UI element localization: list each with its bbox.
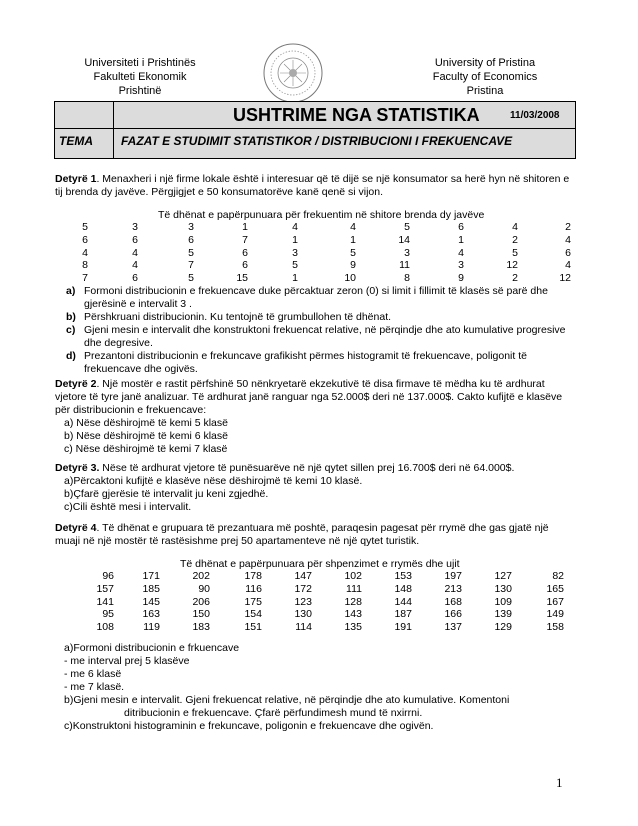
table-cell: 82 <box>552 570 564 582</box>
city-en: Pristina <box>466 85 504 97</box>
table-cell: 130 <box>494 582 512 595</box>
table-cell: 2 <box>565 221 571 233</box>
page-title: USHTRIME NGA STATISTIKA <box>233 105 480 125</box>
table-cell: 4 <box>565 233 571 246</box>
table-cell: 1 <box>242 221 248 233</box>
table-cell: 171 <box>142 570 160 582</box>
table-cell: 128 <box>344 595 362 608</box>
task-2-item-b: b) Nëse dëshirojmë të kemi 6 klasë <box>64 430 228 442</box>
table-row <box>64 596 564 609</box>
table-cell: 5 <box>404 221 410 233</box>
table-row <box>64 621 564 634</box>
table-cell: 157 <box>96 582 114 595</box>
table-cell: 114 <box>295 621 312 634</box>
table-row <box>64 608 564 621</box>
table-cell: 4 <box>350 221 356 233</box>
task-4-item-a2: - me 6 klasë <box>64 668 122 680</box>
table-cell: 8 <box>82 259 88 272</box>
table-cell: 3 <box>458 259 464 272</box>
table-cell: 202 <box>192 570 210 582</box>
task-1-text: . Menaxheri i një firme lokale është i interesuar që të dijë se një konsumator sa herë hyn në shitoren e tij brenda dy javëve. Përgjigjet e 50 konsumatorëve kanë qenë si vijon. <box>55 173 570 198</box>
table-cell: 168 <box>444 595 462 608</box>
task-3-item-b: b)Çfarë gjerësie të intervalit ju keni zgjedhë. <box>64 488 269 500</box>
table-cell: 11 <box>399 259 410 272</box>
task-2-item-a: a) Nëse dëshirojmë të kemi 5 klasë <box>64 417 228 429</box>
table-cell: 10 <box>344 272 356 285</box>
faculty-name-sq: Fakulteti Ekonomik <box>93 71 187 83</box>
table-row <box>64 234 571 247</box>
table-cell: 163 <box>142 608 160 621</box>
header-right <box>410 56 560 98</box>
table-cell: 148 <box>394 582 412 595</box>
table-cell: 4 <box>565 259 571 272</box>
table-cell: 6 <box>242 246 248 259</box>
tema-text: FAZAT E STUDIMIT STATISTIKOR / DISTRIBUCIONI I FREKUENCAVE <box>121 134 513 148</box>
table-cell: 3 <box>188 221 194 233</box>
table-cell: 1 <box>350 233 356 246</box>
table-row <box>64 259 571 272</box>
table-cell: 6 <box>132 233 138 246</box>
task-1-intro <box>55 173 575 199</box>
table-cell: 102 <box>344 570 362 582</box>
task-4-item-b: b)Gjeni mesin e intervalit. Gjeni frekuencat relative, në përqindje dhe ato kumulative. Komentoni <box>64 694 510 706</box>
date: 11/03/2008 <box>510 110 560 121</box>
table-cell: 4 <box>458 246 464 259</box>
task-4-item-c: c)Konstruktoni histograminin e frekuncave, poligonin e frekuencave dhe ogivën. <box>64 720 434 732</box>
table-cell: 9 <box>350 259 356 272</box>
task-2-items <box>64 417 574 456</box>
table-row <box>64 247 571 260</box>
table-cell: 178 <box>244 570 262 582</box>
table-cell: 141 <box>96 595 114 608</box>
task-2-intro <box>55 378 575 417</box>
task-3-item-c: c)Cili është mesi i intervalit. <box>64 501 192 513</box>
table-cell: 5 <box>512 246 518 259</box>
university-seal-icon <box>262 42 324 104</box>
table-cell: 95 <box>102 608 114 621</box>
table-cell: 4 <box>82 246 88 259</box>
table-cell: 4 <box>512 221 518 233</box>
table-cell: 4 <box>292 221 298 233</box>
table-row <box>64 583 564 596</box>
task-4-table-caption: Të dhënat e papërpunuara për shpenzimet e rrymës dhe ujit <box>180 558 460 570</box>
table-cell: 4 <box>132 259 138 272</box>
table-cell: 5 <box>188 272 194 285</box>
page-number: 1 <box>556 775 563 790</box>
table-cell: 12 <box>506 259 518 272</box>
table-cell: 130 <box>294 608 312 621</box>
table-cell: 109 <box>494 595 512 608</box>
university-name-en: University of Pristina <box>434 57 536 69</box>
table-cell: 3 <box>132 221 138 233</box>
table-row <box>64 272 571 285</box>
task-2-text: . Një mostër e rastit përfshinë 50 nënkryetarë ekzekutivë të disa firmave të mëdha ku të ardhurat vjetore të tyre janë analizuar. Të ardhurat janë ranguar nga 52.000$ deri në 137.000$. Cakto kufijtë e klasëve për distribucionin e frekuencave: <box>55 378 563 416</box>
table-cell: 167 <box>546 595 564 608</box>
task-4-item-a1: - me interval prej 5 klasëve <box>64 655 190 667</box>
task-4-table <box>64 570 564 634</box>
table-cell: 166 <box>444 608 462 621</box>
table-cell: 144 <box>394 595 412 608</box>
task-4-label: Detyrë 4 <box>55 522 97 534</box>
table-cell: 90 <box>198 582 210 595</box>
task-4-text: . Të dhënat e grupuara të prezantuara më poshtë, paraqesin pagesat për rrymë dhe gas gjatë një muaji në një mostër të rastësishme prej 50 apartamenteve në një qytet turistik. <box>55 522 549 547</box>
task-4-items <box>64 642 574 733</box>
table-cell: 183 <box>192 621 210 634</box>
table-cell: 119 <box>143 621 160 634</box>
table-cell: 147 <box>294 570 312 582</box>
table-cell: 2 <box>512 272 518 285</box>
task-1-item-b: b) Përshkruani distribucionin. Ku tentojnë të grumbullohen të dhënat. <box>66 311 392 323</box>
table-cell: 187 <box>394 608 412 621</box>
task-1-item-a: a) Formoni distribucionin e frekuencave duke përcaktuar zeron (0) si limit i fillimit të klasës së parë dhe gjerësinë e intervalit 3 . <box>66 285 548 310</box>
table-cell: 158 <box>546 621 564 634</box>
table-cell: 12 <box>559 272 571 285</box>
task-1-table <box>64 221 571 285</box>
table-cell: 151 <box>244 621 262 634</box>
table-cell: 6 <box>242 259 248 272</box>
table-cell: 108 <box>96 621 114 634</box>
header-left <box>60 56 220 98</box>
table-cell: 213 <box>444 582 462 595</box>
university-name-sq: Universiteti i Prishtinës <box>84 57 196 69</box>
table-cell: 145 <box>142 595 160 608</box>
table-cell: 6 <box>188 233 194 246</box>
table-cell: 137 <box>444 621 462 634</box>
table-cell: 6 <box>565 246 571 259</box>
table-cell: 6 <box>132 272 138 285</box>
table-row <box>64 221 571 234</box>
task-3-item-a: a)Përcaktoni kufijtë e klasëve nëse dëshirojmë të kemi 10 klasë. <box>64 475 363 487</box>
table-cell: 153 <box>394 570 412 582</box>
task-4-item-b-cont: ditribucionin e frekuencave. Çfarë përfundimesh mund të nxirrni. <box>124 707 423 719</box>
table-cell: 5 <box>188 246 194 259</box>
table-cell: 150 <box>192 608 210 621</box>
task-3-items <box>64 475 574 514</box>
table-cell: 143 <box>344 608 362 621</box>
task-3-text: Nëse të ardhurat vjetore të punësuarëve në një qytet sillen prej 16.700$ deri në 64.000$. <box>99 462 515 474</box>
table-cell: 149 <box>546 608 564 621</box>
table-cell: 172 <box>294 582 312 595</box>
task-1-label: Detyrë 1 <box>55 173 97 185</box>
table-cell: 3 <box>404 246 410 259</box>
table-cell: 206 <box>192 595 210 608</box>
table-cell: 185 <box>142 582 160 595</box>
table-cell: 123 <box>294 595 312 608</box>
table-cell: 175 <box>244 595 262 608</box>
task-4-item-a: a)Formoni distribucionin e frkuencave <box>64 642 240 654</box>
task-2-item-c: c) Nëse dëshirojmë të kemi 7 klasë <box>64 443 228 455</box>
task-1-item-d: d) Prezantoni distribucionin e frekuncave grafikisht përmes histogramit të frekuencave, poligonit të frekuencave dhe ogivës. <box>66 350 527 375</box>
table-cell: 9 <box>458 272 464 285</box>
table-cell: 14 <box>398 233 410 246</box>
city-sq: Prishtinë <box>118 85 162 97</box>
table-cell: 127 <box>494 570 512 582</box>
table-cell: 165 <box>546 582 564 595</box>
table-cell: 6 <box>458 221 464 233</box>
table-cell: 197 <box>444 570 462 582</box>
table-cell: 6 <box>82 233 88 246</box>
table-cell: 96 <box>102 570 114 582</box>
table-cell: 4 <box>132 246 138 259</box>
table-cell: 1 <box>292 272 298 285</box>
task-1-items <box>66 285 576 376</box>
task-4-intro <box>55 522 575 548</box>
table-cell: 7 <box>242 233 248 246</box>
table-cell: 111 <box>346 582 362 595</box>
table-cell: 7 <box>188 259 194 272</box>
task-3-label: Detyrë 3. <box>55 462 100 474</box>
tema-label: TEMA <box>59 134 93 148</box>
table-cell: 191 <box>394 621 412 634</box>
table-cell: 15 <box>236 272 248 285</box>
table-cell: 5 <box>292 259 298 272</box>
task-4-item-a3: - me 7 klasë. <box>64 681 125 693</box>
table-cell: 129 <box>494 621 512 634</box>
task-1-table-caption: Të dhënat e papërpunuara për frekuentim në shitore brenda dy javëve <box>158 209 485 221</box>
faculty-name-en: Faculty of Economics <box>432 71 538 83</box>
table-cell: 116 <box>245 582 262 595</box>
table-cell: 5 <box>350 246 356 259</box>
table-cell: 139 <box>494 608 512 621</box>
title-box <box>54 101 576 159</box>
task-1-item-c: c) Gjeni mesin e intervalit dhe konstruktoni frekuencat relative, në përqindje dhe ato kumulative progresive dhe degresive. <box>66 324 566 349</box>
table-cell: 135 <box>344 621 362 634</box>
table-cell: 1 <box>458 233 464 246</box>
table-row <box>64 570 564 583</box>
table-cell: 1 <box>292 233 298 246</box>
table-cell: 8 <box>404 272 410 285</box>
table-cell: 2 <box>512 233 518 246</box>
table-cell: 7 <box>82 272 88 285</box>
table-cell: 5 <box>82 221 88 233</box>
table-cell: 3 <box>292 246 298 259</box>
task-3-intro <box>55 462 575 475</box>
table-cell: 154 <box>244 608 262 621</box>
task-2-label: Detyrë 2 <box>55 378 97 390</box>
